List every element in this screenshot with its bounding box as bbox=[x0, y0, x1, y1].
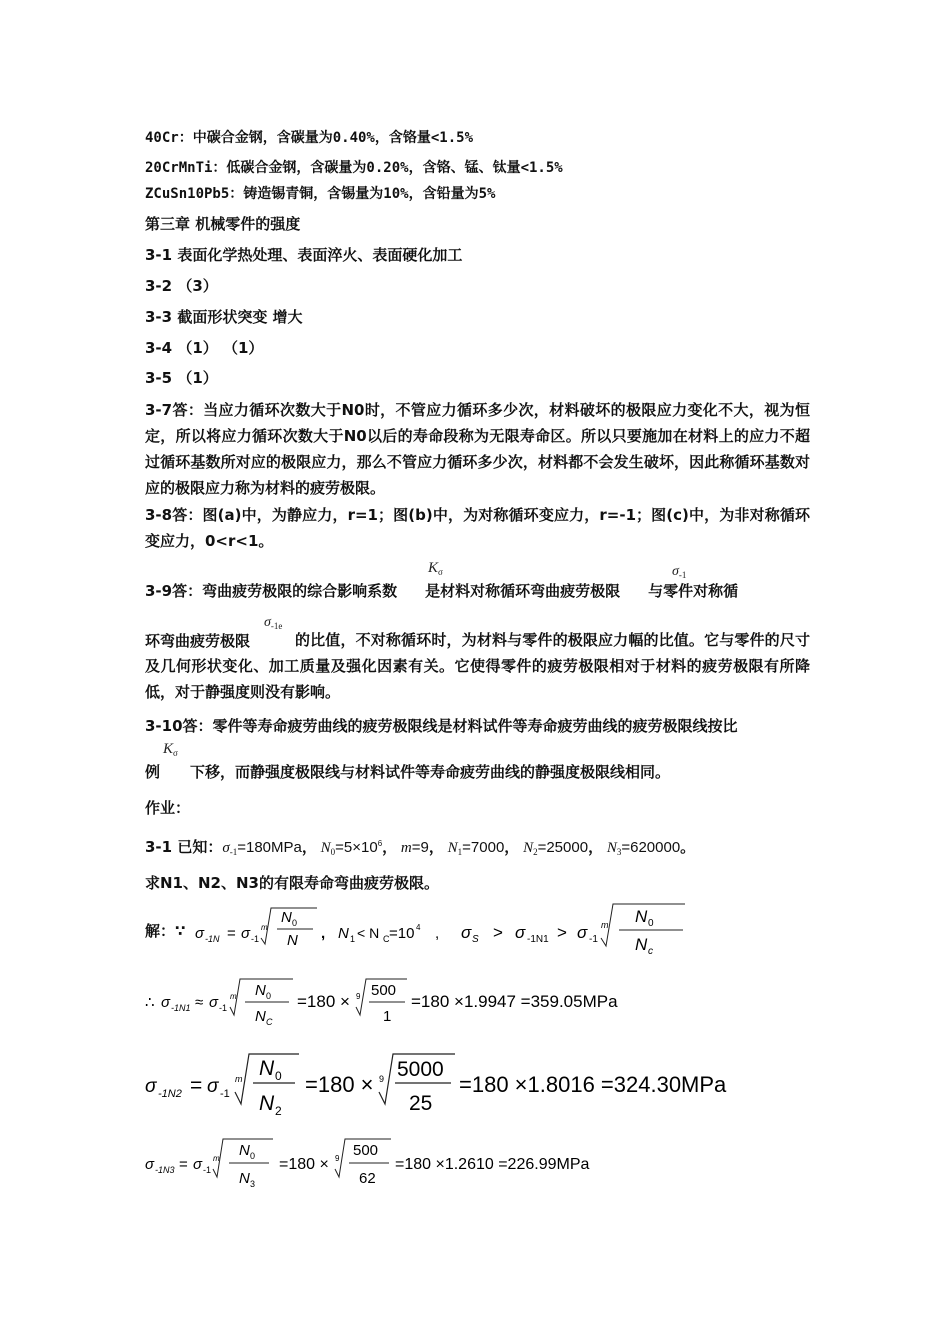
svg-text:=: = bbox=[179, 1156, 188, 1173]
svg-text:-1: -1 bbox=[251, 934, 260, 944]
solution-prefix: 解：∵ bbox=[145, 922, 186, 940]
svg-text:N: N bbox=[239, 1142, 250, 1159]
svg-text:-1N1: -1N1 bbox=[171, 1003, 191, 1013]
material-40cr: 40Cr：中碳合金钢，含碳量为0.40%，含铬量<1.5% bbox=[145, 130, 474, 146]
svg-text:9: 9 bbox=[356, 992, 361, 1001]
svg-text:=180 ×1.9947 =359.05MPa: =180 ×1.9947 =359.05MPa bbox=[411, 992, 618, 1011]
svg-text:σ: σ bbox=[161, 994, 171, 1011]
svg-text:0: 0 bbox=[648, 918, 654, 929]
svg-text:=180 ×1.2610 =226.99MPa: =180 ×1.2610 =226.99MPa bbox=[395, 1156, 590, 1173]
svg-text:=: = bbox=[227, 925, 236, 942]
svg-text:500: 500 bbox=[353, 1142, 379, 1159]
svg-text:N: N bbox=[635, 935, 648, 954]
svg-text:=180 ×: =180 × bbox=[297, 992, 350, 1011]
svg-text:62: 62 bbox=[359, 1170, 376, 1187]
svg-text:∴: ∴ bbox=[145, 994, 155, 1011]
answer-3-3: 3-3 截面形状突变 增大 bbox=[145, 308, 303, 326]
svg-text:N: N bbox=[255, 982, 266, 999]
svg-text:3: 3 bbox=[250, 1179, 256, 1189]
svg-text:,: , bbox=[321, 925, 326, 942]
answer-3-7: 3-7答：当应力循环次数大于N0时，不管应力循环多少次，材料破坏的极限应力变化不大，视为恒定，所以将应力循环次数大于N0以后的寿命段称为无限寿命区。所以只要施加在材料上的应力不超过循环基数所对应的极限应力，那么不管应力循环多少次，材料都不会发生破坏，因此称循环基数对应的极限应力称为材料的疲劳极限。 bbox=[145, 401, 810, 497]
svg-text:9: 9 bbox=[379, 1074, 385, 1084]
svg-text:-1: -1 bbox=[589, 934, 598, 945]
svg-text:m: m bbox=[230, 992, 237, 1001]
svg-text:σ: σ bbox=[145, 1076, 157, 1097]
svg-text:σ: σ bbox=[207, 1076, 219, 1097]
equation-n2 bbox=[145, 1050, 785, 1120]
svg-text:σ: σ bbox=[195, 925, 205, 942]
svg-text:-1N: -1N bbox=[205, 934, 220, 944]
svg-text:=180 ×: =180 × bbox=[279, 1156, 329, 1173]
svg-text:500: 500 bbox=[371, 982, 397, 999]
svg-text:=180 ×1.8016 =324.30MPa: =180 ×1.8016 =324.30MPa bbox=[459, 1072, 727, 1097]
k-sigma-symbol-2: $K_\sigma$ bbox=[163, 741, 178, 758]
k-sigma-symbol: $K_\sigma$ bbox=[428, 560, 443, 577]
svg-text:-1: -1 bbox=[203, 1165, 212, 1175]
svg-text:>: > bbox=[493, 923, 503, 942]
svg-text:N: N bbox=[255, 1008, 266, 1025]
svg-text:0: 0 bbox=[250, 1151, 256, 1161]
svg-text:-1N3: -1N3 bbox=[155, 1165, 175, 1175]
svg-text:2: 2 bbox=[275, 1104, 282, 1118]
svg-text:σ: σ bbox=[209, 994, 219, 1011]
svg-text:N: N bbox=[281, 909, 292, 926]
svg-text:=10: =10 bbox=[389, 925, 415, 942]
svg-text:0: 0 bbox=[275, 1069, 282, 1083]
answer-3-9-line1: 3-9答：弯曲疲劳极限的综合影响系数 是材料对称循环弯曲疲劳极限 与零件对称循 bbox=[145, 582, 739, 600]
homework-title: 作业： bbox=[145, 799, 191, 817]
answer-3-10-line1: 3-10答：零件等寿命疲劳曲线的疲劳极限线是材料试件等寿命疲劳曲线的疲劳极限线按比 bbox=[145, 717, 738, 735]
svg-text:-1N1: -1N1 bbox=[527, 934, 549, 945]
svg-text:25: 25 bbox=[409, 1092, 433, 1115]
svg-text:m: m bbox=[213, 1154, 220, 1163]
svg-text:C: C bbox=[383, 934, 390, 944]
answer-3-2: 3-2 （3） bbox=[145, 277, 218, 295]
homework-given: 3-1 已知：$\sigma_{-1}=180MPa$， $N_0=5\times 10^6$， m=9， $N_1=7000$， $N_2=25000$， $N_3=620000$。 bbox=[145, 838, 696, 857]
svg-text:N: N bbox=[635, 907, 648, 926]
svg-text:σ: σ bbox=[145, 1156, 155, 1173]
svg-text:σ: σ bbox=[241, 925, 251, 942]
svg-text:c: c bbox=[648, 946, 653, 957]
answer-3-5: 3-5 （1） bbox=[145, 369, 218, 387]
svg-text:m: m bbox=[261, 923, 268, 932]
svg-text:N: N bbox=[239, 1170, 250, 1187]
svg-text:9: 9 bbox=[335, 1154, 340, 1163]
svg-text:-1: -1 bbox=[220, 1088, 230, 1100]
chapter-title: 第三章 机械零件的强度 bbox=[145, 215, 301, 233]
answer-3-9-rest: 的比值，不对称循环时，为材料与零件的极限应力幅的比值。它与零件的尺寸及几何形状变化、加工质量及强化因素有关。它使得零件的疲劳极限相对于材料的疲劳极限有所降低，对于静强度则没有影响。 bbox=[145, 631, 810, 701]
svg-text:σ: σ bbox=[193, 1156, 203, 1173]
svg-text:N: N bbox=[287, 932, 298, 949]
svg-text:m: m bbox=[235, 1074, 243, 1084]
material-20crmnti: 20CrMnTi：低碳合金钢，含碳量为0.20%，含铬、锰、钛量<1.5% bbox=[145, 160, 563, 176]
sigma-minus-1-symbol: $\sigma_{-1}$ bbox=[672, 564, 687, 580]
svg-text:-1: -1 bbox=[219, 1003, 228, 1013]
sigma-minus-1e-symbol: $\sigma_{-1e}$ bbox=[264, 615, 283, 631]
svg-text:N: N bbox=[259, 1057, 275, 1080]
svg-text:m: m bbox=[601, 920, 609, 930]
answer-3-1: 3-1 表面化学热处理、表面淬火、表面硬化加工 bbox=[145, 246, 463, 264]
svg-text:>: > bbox=[557, 923, 567, 942]
answer-3-10-line2: 例 下移，而静强度极限线与材料试件等寿命疲劳曲线的静强度极限线相同。 bbox=[145, 763, 671, 781]
svg-text:,: , bbox=[435, 925, 440, 942]
answer-3-9-line2: 环弯曲疲劳极限 bbox=[145, 632, 251, 650]
svg-text:-1N2: -1N2 bbox=[158, 1088, 182, 1100]
svg-text:σ: σ bbox=[577, 923, 588, 942]
svg-text:N: N bbox=[338, 925, 349, 942]
svg-text:1: 1 bbox=[383, 1008, 392, 1025]
svg-text:1: 1 bbox=[350, 934, 356, 944]
equation-n1 bbox=[145, 975, 705, 1035]
svg-text:≈: ≈ bbox=[195, 994, 204, 1011]
svg-text:=: = bbox=[190, 1074, 203, 1097]
svg-text:σ: σ bbox=[515, 923, 526, 942]
svg-text:0: 0 bbox=[266, 991, 272, 1001]
svg-text:< N: < N bbox=[357, 925, 380, 941]
answer-3-8: 3-8答：图(a)中，为静应力，r=1；图(b)中，为对称循环变应力，r=-1；图(c)中，为非对称循环变应力，0<r<1。 bbox=[145, 506, 810, 550]
svg-text:S: S bbox=[472, 934, 479, 945]
answer-3-4: 3-4 （1） （1） bbox=[145, 339, 264, 357]
svg-text:=180 ×: =180 × bbox=[305, 1072, 374, 1097]
svg-text:N: N bbox=[259, 1092, 275, 1115]
svg-text:4: 4 bbox=[416, 923, 421, 932]
svg-text:5000: 5000 bbox=[397, 1058, 444, 1081]
solution-condition-formula bbox=[195, 900, 715, 960]
homework-question: 求N1、N2、N3的有限寿命弯曲疲劳极限。 bbox=[145, 874, 439, 892]
svg-text:σ: σ bbox=[461, 923, 472, 942]
material-zcusn10pb5: ZCuSn10Pb5：铸造锡青铜，含锡量为10%，含铅量为5% bbox=[145, 186, 496, 202]
equation-n3 bbox=[145, 1135, 705, 1195]
svg-text:0: 0 bbox=[292, 918, 298, 928]
svg-text:C: C bbox=[266, 1017, 273, 1027]
